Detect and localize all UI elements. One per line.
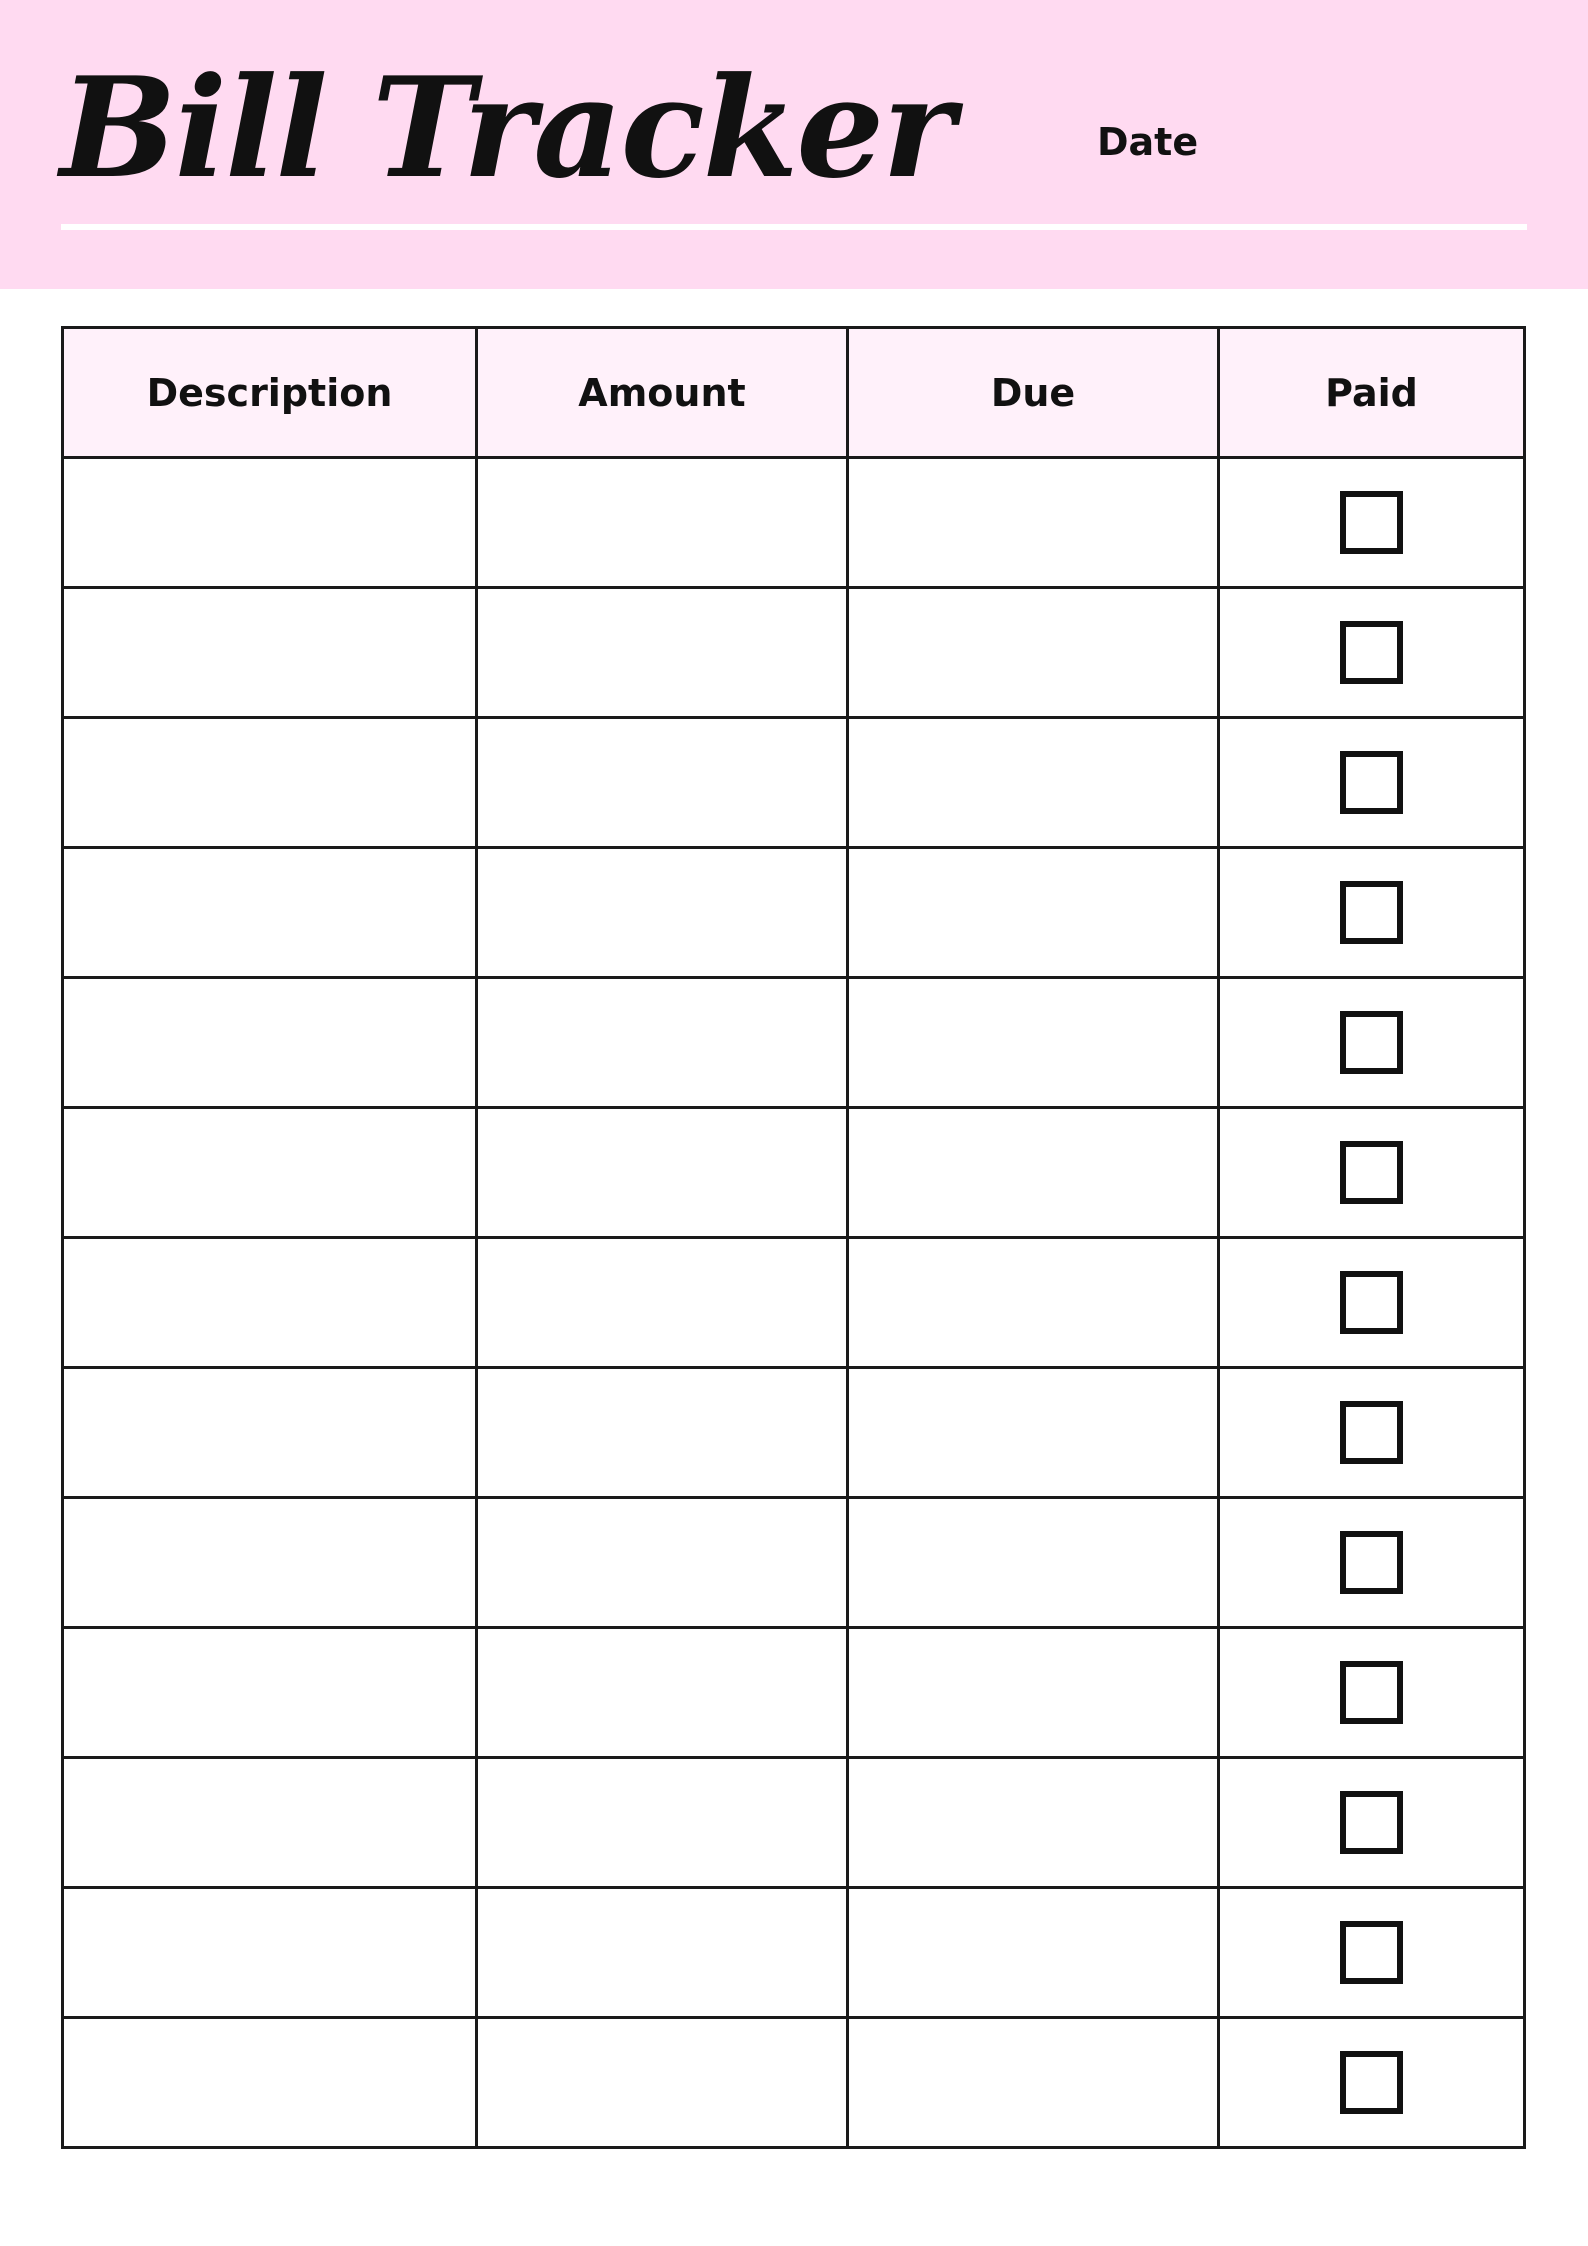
table-row	[63, 1498, 1525, 1628]
paid-checkbox[interactable]	[1340, 1531, 1403, 1594]
amount-cell[interactable]	[477, 1238, 848, 1368]
paid-checkbox[interactable]	[1340, 881, 1403, 944]
paid-cell	[1219, 588, 1525, 718]
paid-checkbox[interactable]	[1340, 621, 1403, 684]
description-cell[interactable]	[63, 2018, 477, 2148]
bill-tracker-table	[61, 326, 1526, 2149]
table-row	[63, 978, 1525, 1108]
paid-checkbox[interactable]	[1340, 1401, 1403, 1464]
due-cell[interactable]	[848, 1888, 1219, 2018]
due-cell[interactable]	[848, 1498, 1219, 1628]
amount-cell[interactable]	[477, 1888, 848, 2018]
table-row	[63, 1108, 1525, 1238]
table-row	[63, 1758, 1525, 1888]
due-cell[interactable]	[848, 1238, 1219, 1368]
paid-cell	[1219, 718, 1525, 848]
column-header-amount: Amount	[477, 328, 848, 458]
description-cell[interactable]	[63, 1498, 477, 1628]
paid-cell	[1219, 1628, 1525, 1758]
description-cell[interactable]	[63, 588, 477, 718]
due-cell[interactable]	[848, 1758, 1219, 1888]
paid-cell	[1219, 978, 1525, 1108]
paid-cell	[1219, 458, 1525, 588]
description-cell[interactable]	[63, 848, 477, 978]
due-cell[interactable]	[848, 718, 1219, 848]
paid-cell	[1219, 1498, 1525, 1628]
amount-cell[interactable]	[477, 718, 848, 848]
paid-checkbox[interactable]	[1340, 2051, 1403, 2114]
table-header-row	[63, 328, 1525, 458]
paid-cell	[1219, 1888, 1525, 2018]
paid-checkbox[interactable]	[1340, 751, 1403, 814]
paid-cell	[1219, 2018, 1525, 2148]
paid-checkbox[interactable]	[1340, 1271, 1403, 1334]
column-header-paid: Paid	[1219, 328, 1525, 458]
description-cell[interactable]	[63, 1628, 477, 1758]
table-row	[63, 1368, 1525, 1498]
paid-checkbox[interactable]	[1340, 1791, 1403, 1854]
due-cell[interactable]	[848, 2018, 1219, 2148]
amount-cell[interactable]	[477, 1498, 848, 1628]
description-cell[interactable]	[63, 1238, 477, 1368]
table-row	[63, 848, 1525, 978]
description-cell[interactable]	[63, 1888, 477, 2018]
column-header-due: Due	[848, 328, 1219, 458]
column-header-description: Description	[63, 328, 477, 458]
paid-cell	[1219, 1758, 1525, 1888]
table-row	[63, 1628, 1525, 1758]
paid-cell	[1219, 1368, 1525, 1498]
amount-cell[interactable]	[477, 978, 848, 1108]
table-row	[63, 1238, 1525, 1368]
description-cell[interactable]	[63, 1368, 477, 1498]
amount-cell[interactable]	[477, 2018, 848, 2148]
due-cell[interactable]	[848, 1108, 1219, 1238]
amount-cell[interactable]	[477, 1368, 848, 1498]
table-row	[63, 1888, 1525, 2018]
description-cell[interactable]	[63, 978, 477, 1108]
amount-cell[interactable]	[477, 848, 848, 978]
date-label: Date	[1097, 120, 1199, 164]
amount-cell[interactable]	[477, 1758, 848, 1888]
paid-checkbox[interactable]	[1340, 1921, 1403, 1984]
table-row	[63, 718, 1525, 848]
description-cell[interactable]	[63, 1758, 477, 1888]
table-row	[63, 2018, 1525, 2148]
due-cell[interactable]	[848, 588, 1219, 718]
table-body	[63, 458, 1525, 2148]
paid-checkbox[interactable]	[1340, 491, 1403, 554]
paid-checkbox[interactable]	[1340, 1661, 1403, 1724]
amount-cell[interactable]	[477, 1628, 848, 1758]
due-cell[interactable]	[848, 1628, 1219, 1758]
header-banner	[0, 0, 1588, 289]
paid-cell	[1219, 848, 1525, 978]
amount-cell[interactable]	[477, 1108, 848, 1238]
table-row	[63, 588, 1525, 718]
description-cell[interactable]	[63, 718, 477, 848]
date-underline	[61, 224, 1527, 230]
paid-checkbox[interactable]	[1340, 1141, 1403, 1204]
due-cell[interactable]	[848, 978, 1219, 1108]
paid-cell	[1219, 1108, 1525, 1238]
paid-checkbox[interactable]	[1340, 1011, 1403, 1074]
amount-cell[interactable]	[477, 588, 848, 718]
description-cell[interactable]	[63, 1108, 477, 1238]
due-cell[interactable]	[848, 1368, 1219, 1498]
paid-cell	[1219, 1238, 1525, 1368]
due-cell[interactable]	[848, 458, 1219, 588]
description-cell[interactable]	[63, 458, 477, 588]
table-row	[63, 458, 1525, 588]
amount-cell[interactable]	[477, 458, 848, 588]
due-cell[interactable]	[848, 848, 1219, 978]
page-title: Bill Tracker	[60, 46, 953, 209]
